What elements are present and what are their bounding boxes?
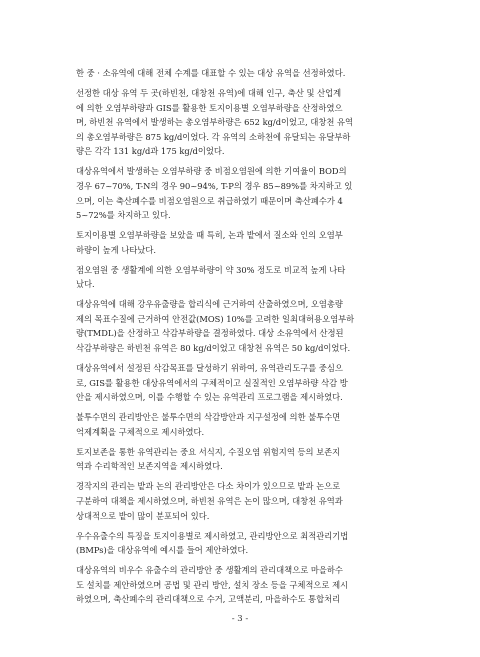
text-line: (BMPs)을 대상유역에 예시를 들어 제안하였다.: [76, 545, 249, 556]
text-line: 상대적으로 밭이 많이 분포되어 있다.: [76, 510, 210, 521]
paragraph: [76, 529, 412, 558]
body-text: [76, 66, 412, 607]
paragraph: [76, 263, 412, 292]
text-line: 대상유역에서 설정된 삭감목표를 달성하기 위하여, 유역관리도구를 중심으: [76, 363, 343, 374]
text-line: 우수유출수의 특징을 토지이용별로 제시하였고, 관리방안으로 최적관리기법: [76, 530, 349, 541]
text-line: 대상유역에 대해 강우유출량을 합리식에 근거하여 산출하였으며, 오염총량: [76, 299, 343, 310]
paragraph: [76, 228, 412, 257]
paragraph: [76, 410, 412, 439]
text-line: 로, GIS를 활용한 대상유역에서의 구체적이고 실질적인 오염부하량 삭감 방: [76, 377, 348, 388]
paragraph: [76, 86, 412, 159]
text-line: 억제계획을 구체적으로 제시하였다.: [76, 426, 205, 437]
text-line: 불투수면의 관리방안은 불투수면의 삭감방안과 지구설정에 의한 불투수면: [76, 412, 341, 423]
text-line: 구분하여 대책을 제시하였으며, 하빈천 유역은 논이 많으며, 대창천 유역과: [76, 495, 343, 506]
paragraph: [76, 361, 412, 405]
text-line: 토지보존을 통한 유역관리는 중요 서식지, 수질오염 위험지역 등의 보존지: [76, 446, 341, 457]
text-line: 안을 제시하였으며, 이를 수행할 수 있는 유역관리 프로그램을 제시하였다.: [76, 392, 343, 403]
text-line: 점오염원 중 생활계에 의한 오염부하량이 약 30% 정도로 비교적 높게 나타: [76, 264, 346, 275]
paragraph: [76, 445, 412, 474]
text-line: 경작지의 관리는 밭과 논의 관리방안은 다소 차이가 있으므로 밭과 논으로: [76, 481, 341, 492]
text-line: 한 중 · 소유역에 대해 전체 수계를 대표할 수 있는 대상 유역을 선정하였다.: [76, 68, 346, 78]
text-line: 하였으며, 축산폐수의 관리대책으로 수거, 고액분리, 마을하수도 통합처리: [76, 594, 341, 605]
text-line: 며, 하빈천 유역에서 발생하는 총오염부하량은 652 kg/d이었고, 대창천 유역: [76, 117, 354, 128]
text-line: 에 의한 오염부하량과 GIS를 활용한 토지이용별 오염부하량을 산정하였으: [76, 102, 343, 113]
text-line: 의 총오염부하량은 875 kg/d이었다. 각 유역의 소하천에 유달되는 유달부하: [76, 131, 351, 142]
text-line: 도 설치를 제안하였으며 공법 및 관리 방안, 설치 장소 등을 구체적으로 제시: [76, 579, 349, 590]
text-line: 역과 수리학적인 보존지역을 제시하였다.: [76, 461, 223, 472]
text-line: 5~72%를 차지하고 있다.: [76, 210, 171, 221]
text-line: 량은 각각 131 kg/d과 175 kg/d이었다.: [76, 146, 225, 157]
text-line: 제의 목표수질에 근거하여 안전값(MOS) 10%를 고려한 일최대허용오염부하: [76, 313, 355, 324]
text-line: 하량이 높게 나타났다.: [76, 244, 157, 255]
paragraph: [76, 66, 412, 81]
paragraph: [76, 297, 412, 355]
text-line: 대상유역에서 발생하는 오염부하량 중 비점오염원에 의한 기여율이 BOD의: [76, 166, 347, 177]
paragraph: [76, 164, 412, 222]
text-line: 토지이용별 오염부하량을 보았을 때 특히, 논과 밭에서 질소와 인의 오염부: [76, 230, 343, 241]
text-line: 대상유역의 비우수 유출수의 관리방안 중 생활계의 관리대책으로 마을하수: [76, 565, 343, 576]
text-line: 으며, 이는 축산폐수를 비점오염원으로 취급하였기 때문이며 축산폐수가 4: [76, 195, 343, 206]
text-line: 량(TMDL)을 산정하고 삭감부하량을 결정하였다. 대상 소유역에서 산정된: [76, 328, 344, 339]
paragraph: [76, 563, 412, 607]
text-line: 삭감부하량은 하빈천 유역은 80 kg/d이었고 대창천 유역은 50 kg/d이었다.: [76, 343, 351, 354]
page-number: - 3 -: [231, 614, 249, 624]
text-line: 났다.: [76, 279, 95, 290]
text-line: 경우 67~70%, T-N의 경우 90~94%, T-P의 경우 85~89%를 차지하고 있: [76, 180, 353, 191]
text-line: 선정한 대상 유역 두 곳(하빈천, 대창천 유역)에 대해 인구, 축산 및 산업계: [76, 87, 342, 98]
paragraph: [76, 479, 412, 523]
